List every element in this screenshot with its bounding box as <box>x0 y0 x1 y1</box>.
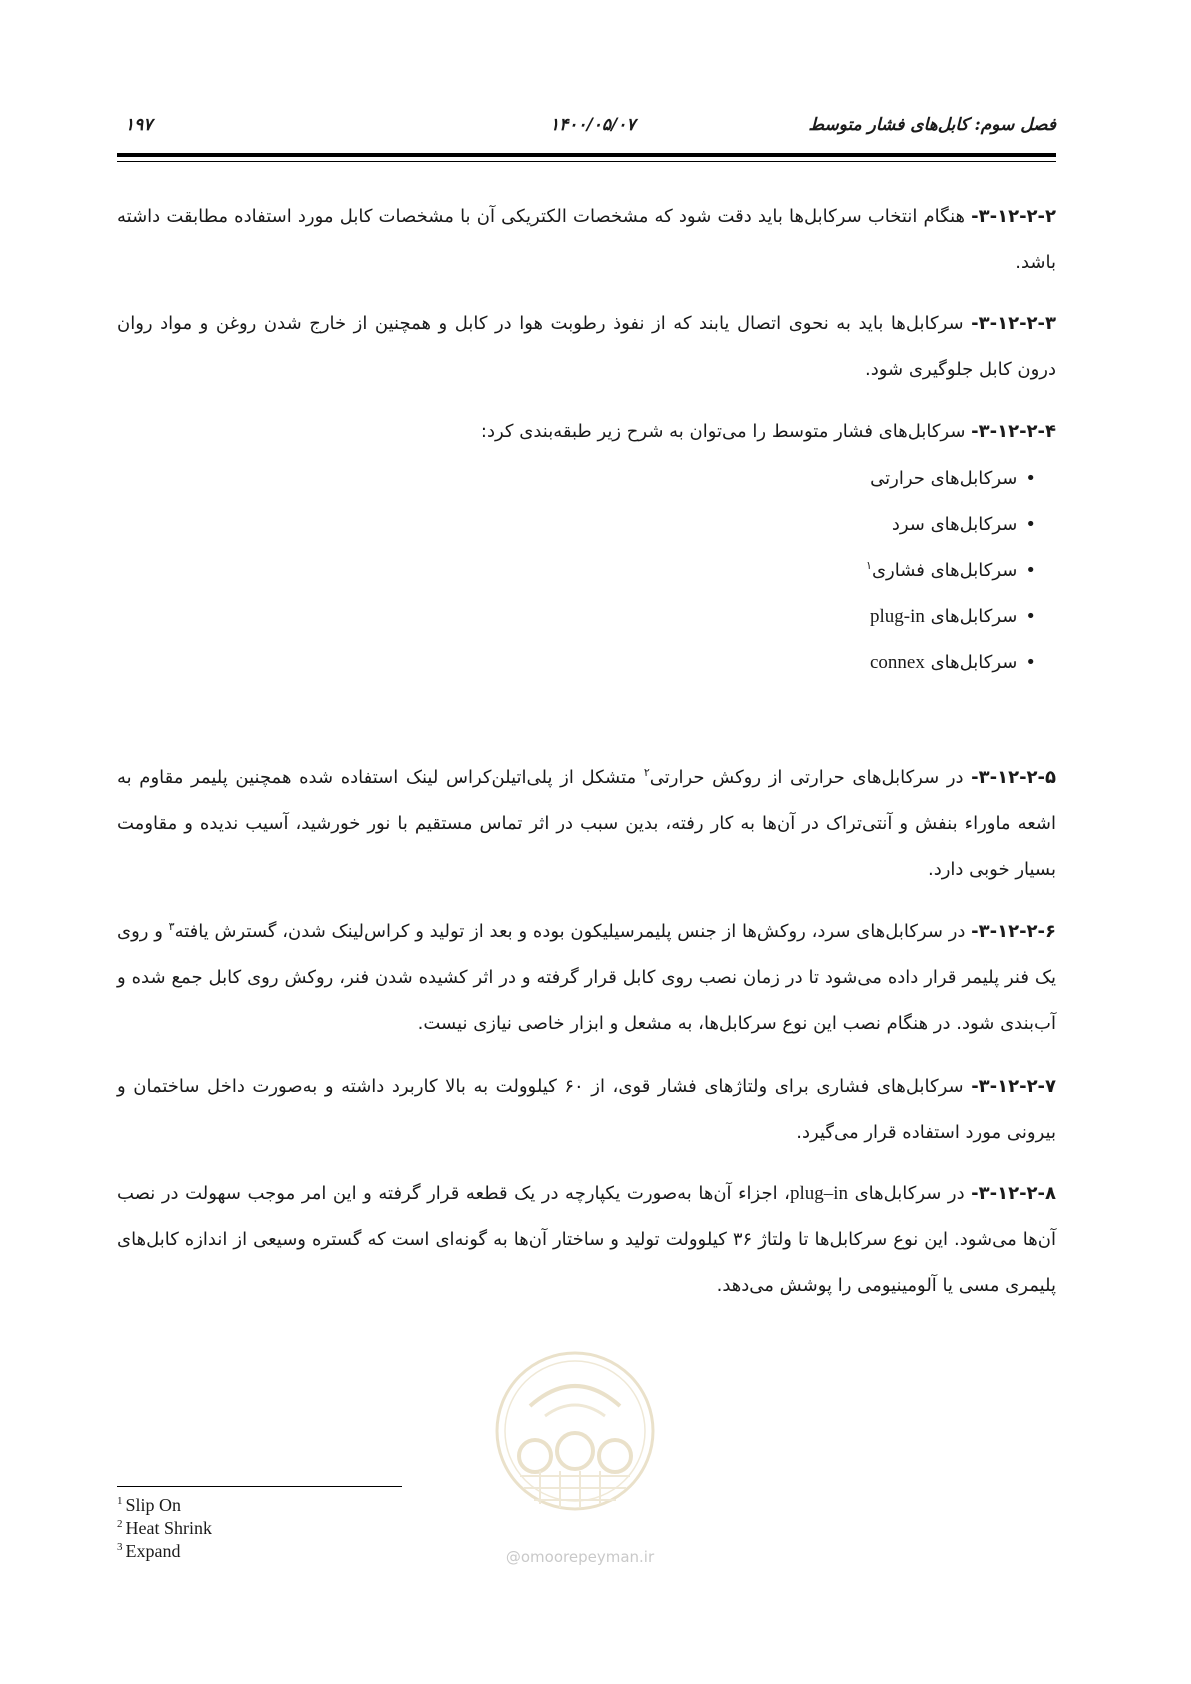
list-item: • سرکابل‌های فشاری$^۱$ <box>866 548 1036 594</box>
footnote-ref: ۲ <box>643 766 650 779</box>
list-item: • سرکابل‌های plug-in <box>866 594 1036 640</box>
paragraph-text: سرکابل‌ها باید به نحوی اتصال یابند که از نفوذ رطوبت هوا در کابل و همچنین از خارج شدن روغن و مواد روان درون کابل جلوگیری شود. <box>117 313 1056 380</box>
paragraph-number: ۳-۱۲-۲-۲- <box>971 206 1056 227</box>
watermark-logo-icon <box>490 1336 660 1556</box>
header-date: ۱۴۰۰/۰۵/۰۷ <box>550 115 636 135</box>
paragraph-number: ۳-۱۲-۲-۸- <box>971 1183 1056 1204</box>
footnote-item: $^2$ Heat Shrink <box>117 1518 212 1538</box>
list-item: • سرکابل‌های connex <box>866 640 1036 686</box>
footnote-ref: ۳ <box>168 920 175 933</box>
paragraph-3-12-2-2 <box>117 194 1056 286</box>
footnote-ref: ۱ <box>866 559 872 572</box>
list-item: • سرکابل‌های سرد <box>866 502 1036 548</box>
paragraph-3-12-2-4 <box>117 409 1056 455</box>
page-number: ۱۹۷ <box>125 115 153 135</box>
list-item: • سرکابل‌های حرارتی <box>866 456 1036 502</box>
watermark-url: @omoorepeyman.ir <box>505 1548 655 1566</box>
paragraph-number: ۳-۱۲-۲-۴- <box>971 421 1056 442</box>
paragraph-number: ۳-۱۲-۲-۶- <box>971 921 1056 942</box>
paragraph-text: سرکابل‌های فشار متوسط را می‌توان به شرح زیر طبقه‌بندی کرد: <box>480 421 972 442</box>
paragraph-3-12-2-6: ۳-۱۲-۲-۶- در سرکابل‌های سرد، روکش‌ها از جنس پلیمرسیلیکون بوده و بعد از تولید و کراس‌لینک شدن، گسترش یافته$^۳$ و روی یک فنر پلیمر قرار داده می‌شود تا در زمان نصب روی کابل قرار گرفته و در اثر کشیده شدن فنر، روکش روی کابل جمع شده و آب‌بندی شود. در هنگام نصب این نوع سرکابل‌ها، به مشعل و ابزار خاصی نیازی نیست. <box>117 920 1056 1034</box>
paragraph-3-12-2-3 <box>117 301 1056 393</box>
chapter-title: فصل سوم: کابل‌های فشار متوسط <box>808 115 1056 135</box>
header-rule-thin <box>117 161 1056 162</box>
paragraph-number: ۳-۱۲-۲-۷- <box>971 1076 1057 1097</box>
paragraph-3-12-2-7: ۳-۱۲-۲-۷- سرکابل‌های فشاری برای ولتاژهای فشار قوی، از ۶۰ کیلوولت به بالا کاربرد داشته و به‌صورت داخل ساختمان و بیرونی مورد استفاده قرار می‌گیرد. <box>117 1076 1057 1143</box>
termination-types-list <box>866 456 1036 686</box>
footnotes <box>117 1494 212 1563</box>
paragraph-text: هنگام انتخاب سرکابل‌ها باید دقت شود که مشخصات الکتریکی آن با مشخصات کابل مورد استفاده مطابقت داشته باشد. <box>117 206 1056 273</box>
paragraph-3-12-2-8: ۳-۱۲-۲-۸- در سرکابل‌های plug–in، اجزاء آن‌ها به‌صورت یکپارچه در یک قطعه قرار گرفته و این امر موجب سهولت در نصب آن‌ها می‌شود. این نوع سرکابل‌ها تا ولتاژ ۳۶ کیلوولت تولید و ساختار آن‌ها به گونه‌ای است که گستره وسیعی از اندازه کابل‌های پلیمری مسی یا آلومینیومی را پوشش می‌دهد. <box>117 1183 1056 1296</box>
paragraph-number: ۳-۱۲-۲-۵- <box>971 767 1056 788</box>
paragraph-3-12-2-5: ۳-۱۲-۲-۵- در سرکابل‌های حرارتی از روکش حرارتی$^۲$ متشکل از پلی‌اتیلن‌کراس لینک استفاده شده همچنین پلیمر مقاوم به اشعه ماوراء بنفش و آنتی‌تراک در آن‌ها به کار رفته، بدین سبب در اثر تماس مستقیم با نور خورشید، آسیب ندیده و مقاومت بسیار خوبی دارد. <box>117 766 1056 880</box>
header-rule-thick <box>117 153 1056 157</box>
paragraph-number: ۳-۱۲-۲-۳- <box>971 313 1056 334</box>
footnote-rule <box>117 1486 402 1487</box>
footnote-item: $^3$ Expand <box>117 1541 181 1561</box>
footnote-item: $^1$ Slip On <box>117 1495 182 1515</box>
